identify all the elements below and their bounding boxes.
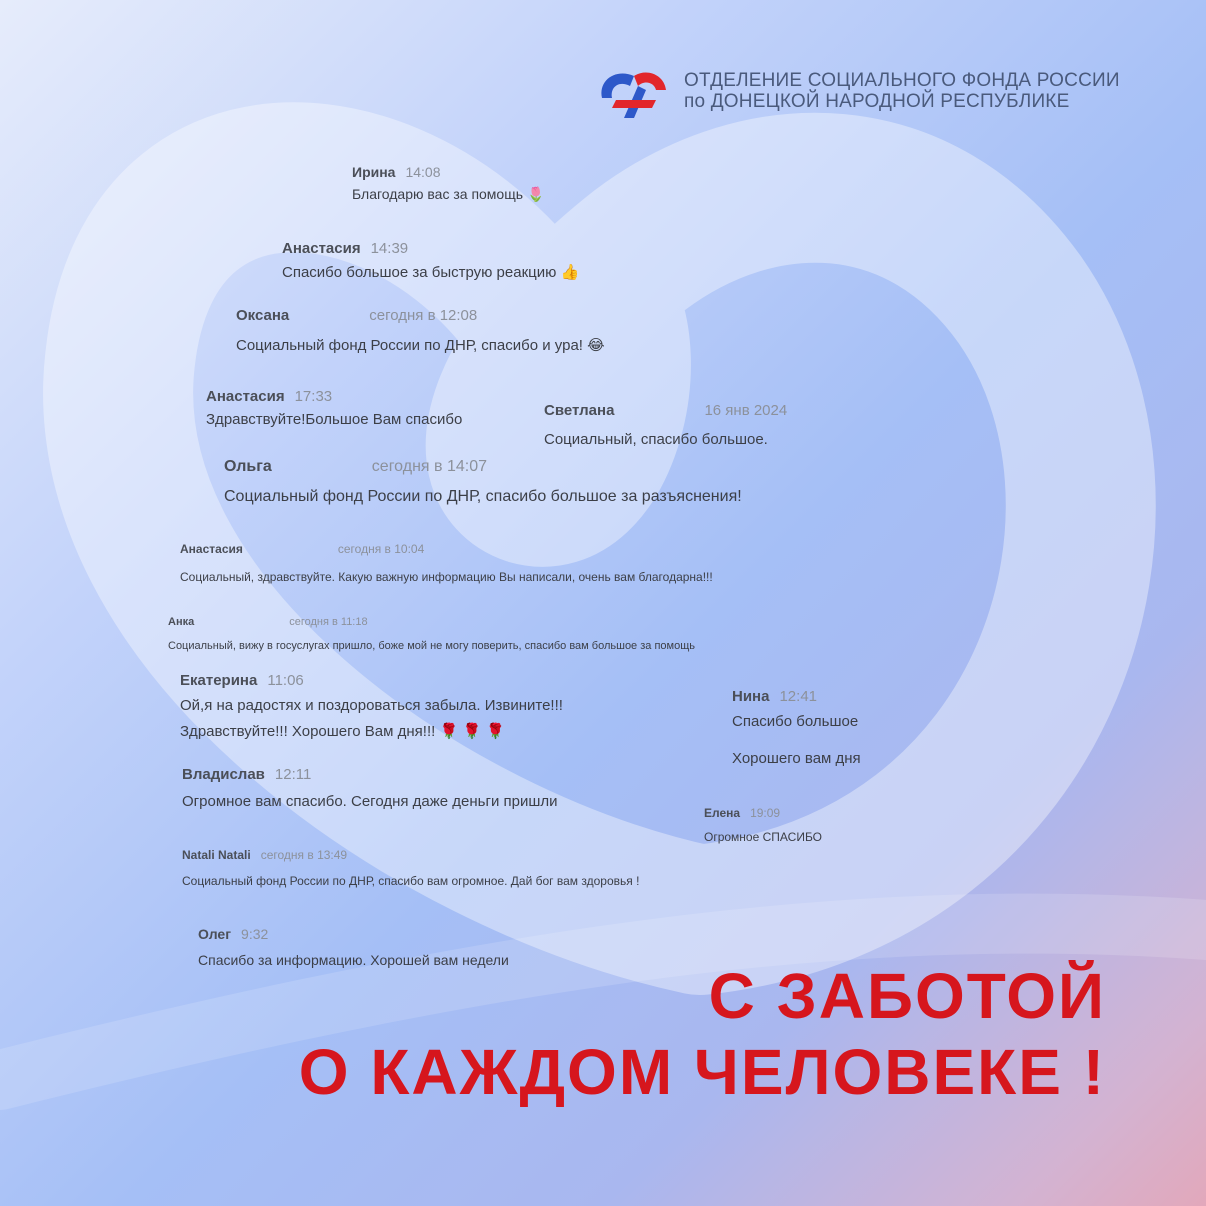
message-author: Natali Natali [182, 848, 251, 862]
message-text: Благодарю вас за помощь [352, 186, 524, 202]
message-text: Ой,я на радостях и поздороваться забыла. Извините!!! [180, 697, 563, 714]
message-text: Спасибо большое [732, 713, 859, 730]
message-author: Анастасия [206, 388, 285, 405]
message-author: Светлана [544, 402, 615, 419]
message-text: Социальный фонд России по ДНР, спасибо и ура! [236, 337, 583, 354]
message-time: сегодня в 11:18 [289, 616, 368, 628]
message-author: Олег [198, 926, 232, 942]
message-author: Ирина [352, 164, 396, 180]
message-text: Спасибо большое за быструю реакцию [282, 264, 557, 281]
message-author: Ольга [224, 458, 272, 475]
slogan [299, 958, 1106, 1110]
message-anastasia-3 [180, 542, 713, 584]
message-author: Анка [168, 616, 195, 628]
message-natali [182, 848, 639, 888]
message-elena [704, 806, 822, 844]
message-text: Спасибо за информацию. Хорошей вам недели [198, 952, 509, 968]
org-logo-block [594, 60, 1120, 122]
org-name-line1: ОТДЕЛЕНИЕ СОЦИАЛЬНОГО ФОНДА РОССИИ [684, 70, 1120, 91]
message-time: 11:06 [267, 672, 304, 689]
message-vladislav [182, 766, 558, 810]
message-author: Владислав [182, 766, 265, 783]
message-time: 17:33 [294, 388, 333, 405]
message-text: Социальный, здравствуйте. Какую важную информацию Вы написали, очень вам благодарна!!! [180, 570, 713, 584]
sfr-logo-icon [594, 60, 674, 122]
message-author: Анастасия [282, 240, 361, 257]
message-time: сегодня в 14:07 [371, 458, 487, 475]
message-time: сегодня в 13:49 [260, 848, 348, 862]
message-time: сегодня в 10:04 [337, 542, 425, 556]
message-irina [352, 164, 544, 203]
message-anka [168, 616, 695, 652]
message-time: 19:09 [750, 806, 781, 820]
message-oksana [236, 307, 605, 354]
message-text-2: Здравствуйте!!! Хорошего Вам дня!!! [180, 723, 436, 740]
message-text: Огромное вам спасибо. Сегодня даже деньги пришли [182, 793, 558, 810]
slogan-line1: С ЗАБОТОЙ [708, 960, 1106, 1032]
message-time: 14:08 [405, 164, 441, 180]
message-text: Социальный, вижу в госуслугах пришло, боже мой не могу поверить, спасибо вам большое за помощь [168, 640, 695, 652]
message-text: Социальный фонд России по ДНР, спасибо большое за разъяснения! [224, 488, 742, 505]
message-time: 12:41 [779, 688, 818, 705]
org-name [684, 70, 1120, 112]
laughing-emoji-icon: 😂 [587, 336, 605, 354]
slogan-line2: О КАЖДОМ ЧЕЛОВЕКЕ ! [298, 1036, 1106, 1108]
message-author: Анастасия [180, 542, 243, 556]
message-time: 16 янв 2024 [704, 402, 788, 419]
org-name-line2: по ДОНЕЦКОЙ НАРОДНОЙ РЕСПУБЛИКЕ [684, 91, 1070, 112]
message-author: Екатерина [180, 672, 258, 689]
message-time: 14:39 [370, 240, 409, 257]
rose-emoji-icon: 🌹 🌹 🌹 [439, 722, 506, 740]
message-svetlana [544, 402, 787, 448]
message-anastasia-1 [282, 240, 579, 281]
thumbs-up-emoji-icon: 👍 [560, 263, 580, 281]
message-text: Социальный, спасибо большое. [544, 431, 768, 448]
message-text: Огромное СПАСИБО [704, 830, 823, 844]
message-author: Оксана [236, 307, 290, 324]
message-time: сегодня в 12:08 [369, 307, 478, 324]
message-text-2: Хорошего вам дня [732, 750, 861, 767]
message-time: 12:11 [274, 766, 312, 783]
message-author: Елена [704, 806, 741, 820]
message-text: Социальный фонд России по ДНР, спасибо вам огромное. Дай бог вам здоровья ! [182, 874, 640, 888]
message-time: 9:32 [241, 926, 269, 942]
tulip-emoji-icon: 🌷 [526, 187, 545, 203]
message-nina [732, 688, 861, 767]
message-anastasia-2 [206, 388, 462, 428]
message-text: Здравствуйте!Большое Вам спасибо [206, 411, 463, 428]
message-author: Нина [732, 688, 770, 705]
message-ekaterina [180, 672, 563, 740]
message-olga [224, 458, 742, 506]
